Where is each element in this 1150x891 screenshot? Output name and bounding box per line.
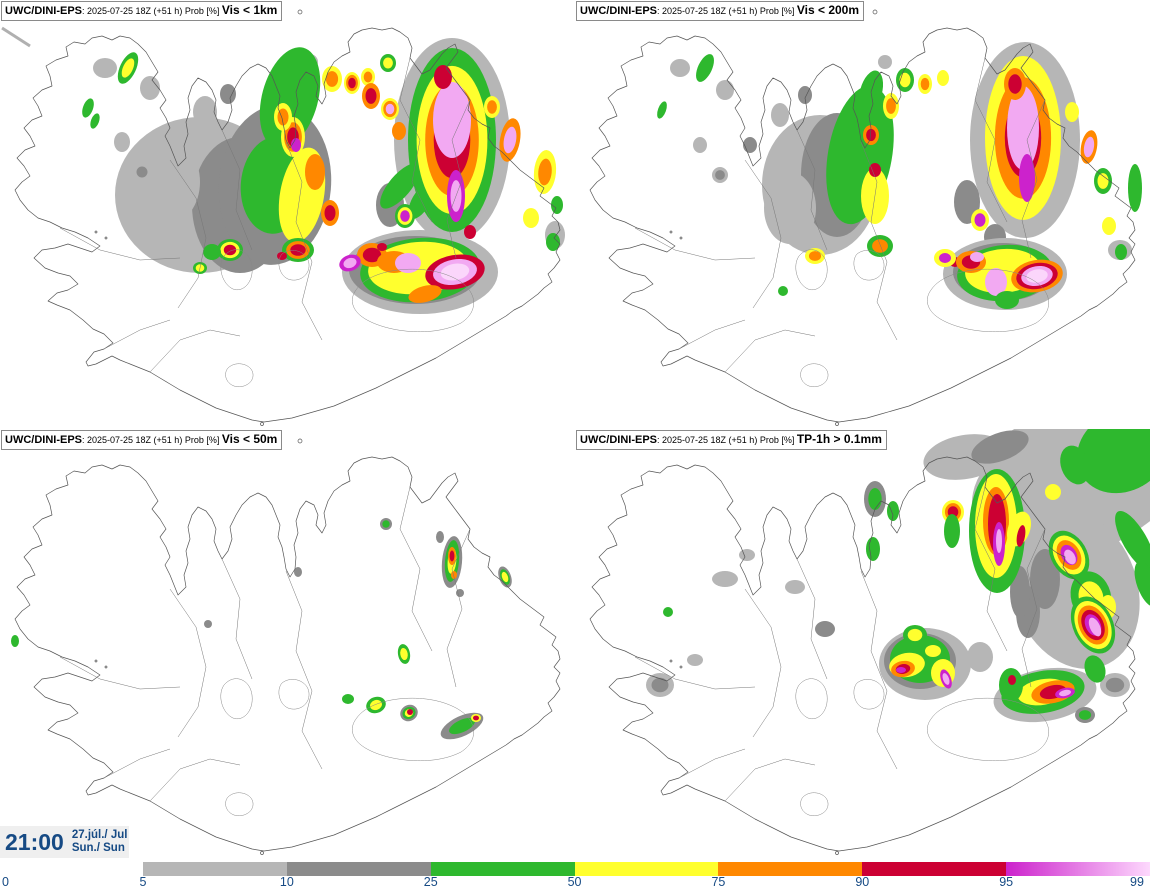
prob-contour-blob [1065,102,1079,122]
prob-contour-blob [883,93,899,119]
prob-contour-blob [434,65,452,89]
map-vis-200m [575,0,1150,429]
prob-contour-blob [693,137,707,153]
prob-contour-blob [193,96,217,128]
map-tp-1h [575,429,1150,858]
colorbar-tick-labels [0,875,1150,891]
run-info: : 2025-07-25 18Z (+51 h) Prob [%] [657,6,797,16]
panel-title-tp-1h [576,430,887,450]
prob-contour-blob [970,252,984,262]
prob-contour-blob [274,103,292,131]
run-info: : 2025-07-25 18Z (+51 h) Prob [%] [82,435,222,445]
prob-contour-blob [670,59,690,77]
prob-contour-blob [93,58,117,78]
prob-contour-blob [305,154,325,190]
prob-contour-blob [114,132,130,152]
prob-contour-blob [203,244,221,260]
prob-contour-blob [878,55,892,69]
prob-contour-blob [864,481,886,517]
panel-title-vis-200m [576,1,864,21]
run-info: : 2025-07-25 18Z (+51 h) Prob [%] [82,6,222,16]
colorbar-segment-95-99 [1006,862,1150,876]
map-vis-1km [0,0,575,429]
prob-contour-blob [939,253,951,263]
map-edge-artifact [2,28,30,46]
model-name: UWC/DINI-EPS [580,5,657,17]
map-vis-50m [0,429,575,858]
prob-contour-blob [395,204,415,228]
prob-contour-blob [903,625,927,645]
prob-contour-blob [496,565,515,590]
prob-contour-blob [220,84,236,104]
valid-time: 21:00 [5,828,64,855]
prob-contour-blob [321,200,339,226]
prob-contour-blob [136,140,200,224]
prob-contour-blob [785,580,805,594]
prob-contour-blob [646,673,674,697]
prob-contour-blob [1102,217,1116,235]
panel-tp-1h [575,429,1150,858]
parameter-label: TP-1h > 0.1mm [796,432,882,446]
prob-contour-blob [739,549,755,561]
parameter-label: Vis < 200m [796,3,860,17]
prob-contour-blob [712,571,738,587]
prob-contour-blob [1045,484,1061,500]
prob-contour-blob [869,163,881,177]
tick-label-75: 75 [711,875,726,889]
panel-vis-1km [0,0,575,429]
prob-contour-blob [464,225,476,239]
valid-date-top: 27.júl./ Jul [71,829,128,841]
prob-contour-blob [771,103,789,127]
prob-contour-blob [11,635,19,647]
prob-contour-blob [437,707,487,745]
valid-date [72,829,128,855]
tick-label-90: 90 [855,875,870,889]
model-name: UWC/DINI-EPS [5,5,82,17]
prob-contour-blob [743,137,757,153]
prob-contour-blob [712,167,728,183]
prob-contour-blob [944,514,960,548]
prob-contour-blob [362,83,380,109]
prob-contour-blob [377,243,387,251]
prob-contour-blob [663,607,673,617]
prob-contour-blob [995,291,1019,309]
prob-contour-blob [551,196,563,214]
prob-contour-blob [532,149,558,195]
prob-contour-blob [471,714,481,722]
panel-title-vis-50m [1,430,282,450]
colorbar-segment-5-10 [143,862,287,876]
prob-contour-blob [1078,129,1100,165]
prob-contour-blob [291,138,301,152]
tick-label-0: 0 [2,875,9,889]
colorbar-segment-75-90 [718,862,862,876]
panel-title-vis-1km [1,1,282,21]
colorbar-segment-10-25 [287,862,431,876]
prob-contour-blob [342,694,354,704]
tick-label-25: 25 [423,875,438,889]
prob-contour-blob [655,100,669,120]
prob-contour-blob [484,96,500,118]
prob-contour-blob [815,621,835,637]
prob-contour-blob [396,643,411,665]
prob-contour-blob [687,654,703,666]
prob-contour-blob [925,645,941,657]
colorbar-segment-90-95 [862,862,1006,876]
valid-time-box [0,826,129,858]
model-name: UWC/DINI-EPS [580,434,657,446]
prob-contour-blob [692,51,717,84]
prob-contour-blob [999,668,1023,702]
panel-vis-50m [0,429,575,858]
prob-contour-blob [89,112,102,130]
prob-contour-blob [204,620,212,628]
prob-contour-blob [716,80,734,100]
prob-contour-blob [392,122,406,140]
prob-contour-blob [867,235,893,257]
model-name: UWC/DINI-EPS [5,434,82,446]
prob-contour-blob [1115,244,1127,260]
probability-field [655,42,1142,310]
prob-contour-blob [380,518,392,530]
prob-contour-blob [523,208,539,228]
prob-contour-blob [114,49,143,87]
tick-label-5: 5 [139,875,147,889]
prob-contour-blob [896,667,906,673]
prob-contour-blob [764,172,816,244]
prob-contour-blob [277,252,287,260]
prob-contour-blob [967,642,993,672]
colorbar-segment-25-50 [431,862,575,876]
prob-contour-blob [1008,675,1016,685]
tick-label-99: 99 [1130,875,1144,889]
prob-contour-blob [344,72,360,94]
probability-field [11,518,514,745]
run-info: : 2025-07-25 18Z (+51 h) Prob [%] [657,435,797,445]
prob-contour-blob [778,286,788,296]
tick-label-10: 10 [279,875,294,889]
tick-label-50: 50 [567,875,582,889]
panel-vis-200m [575,0,1150,429]
prob-contour-blob [866,537,880,561]
prob-contour-blob [887,501,899,521]
prob-contour-blob [407,709,413,715]
parameter-label: Vis < 50m [221,432,278,446]
tick-label-95: 95 [999,875,1014,889]
prob-contour-blob [1019,154,1035,202]
prob-contour-blob [381,98,399,120]
prob-contour-blob [1004,68,1026,100]
prob-contour-blob [380,54,396,72]
probability-colorbar [143,862,1150,876]
prob-contour-blob [282,238,314,262]
prob-contour-blob [896,68,914,92]
prob-contour-blob [971,209,989,231]
parameter-label: Vis < 1km [221,3,278,17]
prob-contour-blob [937,70,949,86]
colorbar-segment-50-75 [575,862,719,876]
prob-contour-blob [918,74,932,94]
prob-contour-blob [996,529,1002,553]
prob-contour-blob [133,163,151,181]
prob-contour-blob [1128,164,1142,212]
valid-date-bottom: Sun./ Sun [71,842,125,854]
prob-contour-blob [140,76,160,100]
prob-contour-blob [364,694,388,716]
prob-contour-blob [1075,707,1095,723]
prob-contour-blob [436,531,444,543]
